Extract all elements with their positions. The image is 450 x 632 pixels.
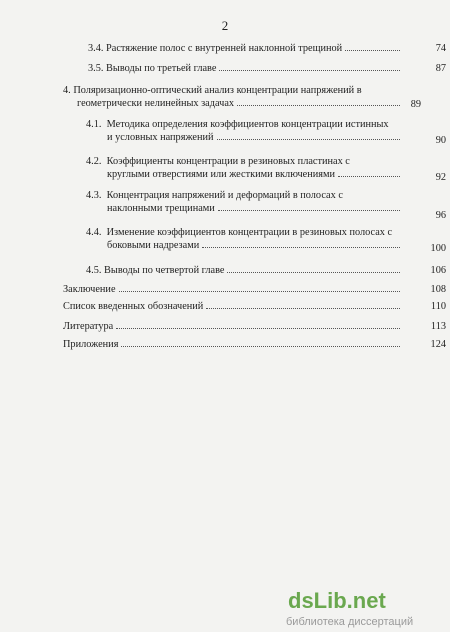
toc-number: 4.2.: [86, 156, 102, 167]
dot-leader: [119, 291, 400, 292]
toc-title: Список введенных обозначений: [63, 301, 204, 312]
toc-title-continued: боковыми надрезами: [107, 240, 200, 251]
toc-title-continued: и условных напряжений: [107, 132, 214, 143]
toc-page-number: 74: [435, 43, 446, 54]
toc-entry-4: [63, 84, 421, 110]
toc-page-number: 89: [410, 99, 421, 110]
dot-leader: [206, 308, 400, 309]
toc-entry-appendix: [63, 338, 446, 351]
toc-entry-literature: [63, 320, 446, 333]
toc-number: 4.: [63, 85, 71, 96]
toc-entry-4-2: [86, 155, 446, 183]
toc-page-number: 92: [435, 172, 446, 183]
toc-title: Приложения: [63, 339, 119, 350]
toc-number: 4.1.: [86, 119, 102, 130]
dot-leader: [345, 50, 400, 51]
toc-entry-4-1: [86, 118, 446, 146]
toc-number: 3.4.: [88, 43, 104, 54]
toc-title: Заключение: [63, 284, 116, 295]
toc-page-number: 110: [430, 301, 446, 312]
page-number: 2: [221, 18, 229, 33]
toc-title: Изменение коэффициентов концентрации в резиновых полосах с: [106, 227, 393, 238]
toc-title: Выводы по четвертой главе: [104, 265, 225, 276]
toc-number: 4.4.: [86, 227, 102, 238]
toc-title: Поляризационно-оптический анализ концентрации напряжений в: [73, 85, 362, 96]
toc-title-continued: круглыми отверстиями или жесткими включениями: [107, 169, 336, 180]
toc-title: Литература: [63, 321, 114, 332]
toc-number: 4.3.: [86, 190, 102, 201]
toc-entry-4-3: [86, 189, 446, 221]
toc-title: Концентрация напряжений и деформаций в полосах с: [106, 190, 343, 201]
watermark-brand-main: dsLib: [288, 588, 347, 613]
dot-leader: [218, 210, 400, 211]
toc-entry-4-5: [86, 264, 446, 277]
toc-title: Выводы по третьей главе: [106, 63, 217, 74]
toc-number: 4.5.: [86, 265, 102, 276]
watermark-brand-tld: .net: [346, 588, 386, 613]
toc-entry-notation: [63, 300, 446, 313]
dot-leader: [217, 139, 400, 140]
toc-page-number: 124: [430, 339, 446, 350]
dot-leader: [121, 346, 400, 347]
toc-page-number: 90: [435, 135, 446, 146]
toc-title: Методика определения коэффициентов концентрации истинных: [106, 119, 389, 130]
watermark-logo: [288, 588, 386, 614]
toc-page-number: 113: [430, 321, 446, 332]
toc-entry-3-5: [88, 62, 446, 75]
toc-title-continued: геометрически нелинейных задачах: [77, 98, 235, 109]
toc-page-number: 96: [435, 210, 446, 221]
dot-leader: [219, 70, 400, 71]
toc-number: 3.5.: [88, 63, 104, 74]
toc-title: Коэффициенты концентрации в резиновых пластинах с: [106, 156, 350, 167]
toc-page-number: 108: [430, 284, 446, 295]
toc-entry-conclusion: [63, 283, 446, 296]
toc-page-number: 87: [435, 63, 446, 74]
dot-leader: [338, 176, 400, 177]
dot-leader: [202, 247, 400, 248]
toc-entry-4-4: [86, 226, 446, 254]
toc-entry-3-4: [88, 42, 446, 55]
watermark-subtitle: библиотека диссертаций: [286, 616, 414, 628]
dot-leader: [237, 105, 400, 106]
toc-title-continued: наклонными трещинами: [107, 203, 215, 214]
dot-leader: [116, 328, 400, 329]
toc-page-number: 100: [430, 243, 446, 254]
toc-page-number: 106: [430, 265, 446, 276]
dot-leader: [227, 272, 400, 273]
toc-title: Растяжение полос с внутренней наклонной трещиной: [106, 43, 343, 54]
